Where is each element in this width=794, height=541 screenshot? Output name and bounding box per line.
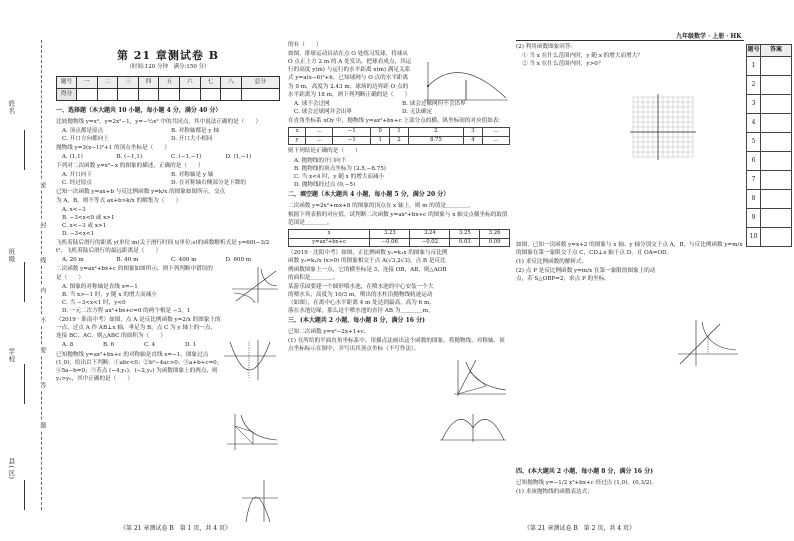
figure-q16-line-hyperbola: [676, 318, 740, 368]
option: D. 无法确定: [402, 108, 433, 115]
table-cell: 1: [390, 128, 409, 137]
seal-char: 封: [38, 222, 46, 228]
seal-char: 线: [38, 257, 46, 263]
option: C. (−1,−1): [171, 154, 202, 161]
table-cell: 0: [371, 128, 390, 137]
section-heading: 二、填空题（本大题共 4 小题，每小题 5 分，满分 20 分）: [288, 190, 450, 198]
answer-cell[interactable]: [761, 152, 792, 171]
question-3: [56, 162, 280, 170]
score-head: 题号: [57, 76, 77, 88]
score-cell[interactable]: [77, 88, 98, 100]
option: B. 对称轴都是 y 轴: [171, 127, 219, 134]
answer-cell[interactable]: [761, 57, 792, 76]
score-head: 五: [159, 76, 180, 88]
option: B. (−1,1): [116, 154, 143, 161]
question-9: [288, 50, 413, 99]
figure-q6-parabola: [222, 338, 278, 382]
score-cell[interactable]: [179, 88, 200, 100]
question-16: 如图，已知一次函数 y=x+2 的图象与 x 轴、y 轴分别交于点 A，B，与反比例函数 y=m/x 的图象在第一象限交于点 C，CD⊥x 轴于点 D，且 OA=OD。: [516, 242, 743, 257]
option: B. 6: [103, 342, 115, 349]
options: [56, 256, 280, 264]
option: D. 开口大小相同: [171, 135, 213, 142]
table-cell: 0.09: [480, 238, 510, 247]
option: D. 600 m: [225, 257, 252, 264]
answer-head: 答案: [761, 45, 792, 57]
table-cell: …: [482, 128, 509, 137]
table-cell: x: [289, 128, 306, 137]
seal-char: 不: [38, 317, 46, 323]
question-text: 比较抛物线 y=x²，y=2x²−1，y=−½x² 中的共同点，其中说法正确的是（ ）: [56, 118, 262, 125]
question-1: [56, 118, 280, 126]
question-17-block: [516, 466, 744, 497]
seal-char: 内: [38, 287, 46, 293]
question-16-part1: (1) 求反比例函数的解析式；: [516, 259, 588, 266]
table-cell: x: [289, 230, 370, 239]
question-15-part2: (2) 利用函数图象回答：: [516, 44, 577, 50]
question-6: [56, 265, 216, 281]
option: C. x<−3 或 x>1: [62, 222, 107, 229]
question-text: 已知一次函数 y=ax+b 与反比例函数 y=k/x 的图象如图所示，交点为 A，B，则不等式 ax+b>k/x 的解集为（ ）: [56, 189, 226, 204]
class-field-line: [24, 262, 25, 302]
options: [56, 153, 280, 161]
table-cell: 3: [464, 128, 483, 137]
book-header: 九年级数学 · 上册 · HK: [676, 33, 742, 40]
answer-head: 题号: [747, 45, 761, 57]
footer-page-2: 《第 21 章测试卷 B 第 2 页，共 4 页》: [524, 525, 636, 532]
score-head: 三: [118, 76, 139, 88]
answer-number: 5: [747, 133, 761, 152]
options: [56, 171, 280, 187]
question-11: 二次函数 y=2x²+mx+8 的图象的顶点在 x 轴上，则 m 的值是＿＿＿＿。: [288, 202, 474, 209]
score-cell[interactable]: [138, 88, 159, 100]
answer-number: 8: [747, 190, 761, 209]
question-10: [288, 117, 510, 125]
table-cell: −0.06: [370, 238, 410, 247]
column-1: [56, 40, 280, 384]
option: A. 20 m: [62, 257, 84, 264]
figure-q14-fountain: [438, 412, 508, 446]
question-16-block: [516, 240, 744, 285]
figure-q9-volleyball: [420, 58, 510, 108]
table-cell: 2: [390, 136, 409, 145]
score-cell[interactable]: [159, 88, 180, 100]
question-15-part2-a: ① 当 x 在什么范围内时，y 随 x 的增大而增大？: [522, 53, 643, 60]
table-cell: y=ax²+bx+c: [289, 238, 370, 247]
option: C. 当 x<4 时，y 随 x 的增大而减小: [294, 173, 385, 180]
option: A. x<−3: [62, 206, 86, 213]
score-head: 八: [221, 76, 242, 88]
seal-char: 题: [38, 422, 46, 428]
exam-title: 第 21 章测试卷 B: [116, 49, 220, 62]
answer-number: 6: [747, 152, 761, 171]
county-field-line: [24, 480, 25, 510]
option: B. 球会过球网但不会出界: [402, 100, 466, 107]
option: C. 开口方向都向上: [62, 135, 109, 142]
answer-number: 10: [747, 228, 761, 247]
table-cell: …: [306, 136, 333, 145]
cut-line: [41, 40, 42, 510]
table-cell: 1: [371, 136, 390, 145]
binding-margin: [0, 40, 48, 510]
question-text: 如图，排球运动员站在点 O 处练习发球，将球从 O 点正上方 2 m 的 A 处发出，把球看成点，其运行的高度 y(m) 与运行的水平距离 x(m) 满足关系式 y=a(x−6)²+h。已知球网与 O 点的水平距离为 9 m，高度为 2.43 m，球场的边界距 O 点的水平距离为 18 m，则下列判断正确的是（ ）: [288, 51, 412, 98]
score-head: 总分: [241, 76, 279, 88]
figure-q4-hyperbola-line: [230, 265, 280, 305]
school-field-label: 学校: [7, 348, 16, 363]
options: [56, 341, 226, 349]
answer-cell[interactable]: [761, 133, 792, 152]
question-13: （2019 · 沈阳中考）如图，正比例函数 y₁=k₁x 的图象与反比例函数 y₂=k₂/x (x>0) 的图象相交于点 A(√3,2√3)，点 B 是反比例函数图象上一点，它的横坐标是 3，连接 OB，AB，则△AOB 的面积是＿＿＿＿。: [288, 250, 448, 281]
question-text: 二次函数 y=ax²+bx+c 的图象如图所示，则下列判断中错误的是（ ）: [56, 266, 213, 281]
option: B. 对称轴是 y 轴: [171, 172, 214, 179]
figure-q8-parabola: [240, 478, 280, 524]
answer-number: 3: [747, 95, 761, 114]
option: B. 40 m: [116, 257, 139, 264]
name-field-label: 姓名: [7, 100, 16, 115]
option: B. −3<x<0 或 x>1: [62, 214, 115, 221]
option: B. 抛物线的顶点坐标为 (2.5,−8.75): [294, 165, 386, 172]
answer-number: 9: [747, 209, 761, 228]
score-head: 七: [200, 76, 221, 88]
column-3: [516, 42, 744, 68]
section-heading: 一、选择题（本大题共 10 小题，每小题 4 分，满分 40 分）: [56, 106, 222, 114]
question-15-part2-b: ② 当 x 在什么范围内时，y>0？: [522, 61, 604, 68]
answer-cell[interactable]: [761, 114, 792, 133]
score-cell[interactable]: [221, 88, 242, 100]
header-rule: [516, 40, 744, 41]
score-head: 一: [77, 76, 98, 88]
school-field-line: [24, 364, 25, 404]
answer-number: 7: [747, 171, 761, 190]
answer-number: 1: [747, 57, 761, 76]
option: D. 一元二次方程 ax²+bx+c=0 的两个根是 −3，1: [62, 308, 191, 314]
question-15: 已知二次函数 y=x²−2x+1+c。: [288, 328, 370, 335]
question-12: 根据下列表格的对应值，试判断二次函数 y=ax²+bx+c 的图象与 x 轴交点横坐标的取值范围是＿＿＿＿。: [288, 211, 508, 226]
score-head: 二: [97, 76, 118, 88]
question-text: 已知抛物线 y=ax²+bx+c 的对称轴是直线 x=−1，图象过点 (1,0)，给出以下判断：①abc<0；②b²−4ac>0；③a+b+c=0；④5a−b=0；⑤若点 (−4,y₁)，(−2,y₂) 为函数图象上的两点，则 y₁>y₂，其中正确的是（ ）: [56, 351, 223, 382]
question-17-part1: (1) 求该抛物线的函数表达式；: [516, 488, 593, 495]
table-cell: −0.02: [410, 238, 450, 247]
score-label: 得分: [57, 88, 77, 100]
footer-page-1: 《第 21 章测试卷 B 第 1 页，共 4 页》: [120, 525, 232, 532]
section-heading: 四、(本大题共 2 小题，每小题 8 分，满分 16 分): [516, 468, 653, 475]
figure-q7-hyperbola: [225, 412, 280, 452]
option: A. 顶点都是原点: [62, 127, 104, 134]
answer-cell[interactable]: [761, 171, 792, 190]
question-15-part1: (1) 在所给的平面直角坐标系中，用描点法画出这个函数的图象，将抛物线、对称轴、顶点坐标标示在图中，并写出其顶点坐标（不写作法）。: [288, 338, 505, 353]
question-text: 飞机着陆后滑行的距离 y(单位:m)关于滑行时间 t(单位:s)的函数解析式是 y=60t−3/2 t²，飞机着陆后滑行的最远距离是（ ）: [56, 240, 270, 255]
exam-subtitle: （时间:120 分钟 满分:150 分）: [126, 63, 210, 70]
table-cell: 4: [464, 136, 483, 145]
answer-cell[interactable]: [761, 228, 792, 247]
name-field-line: [24, 130, 25, 170]
score-cell[interactable]: [241, 88, 279, 100]
score-head: 六: [179, 76, 200, 88]
score-cell[interactable]: [118, 88, 139, 100]
option: D. (1,−1): [225, 154, 252, 161]
q12-value-table: [288, 229, 510, 247]
figure-q13-functions: [452, 358, 508, 398]
option: C. 球会过球网并会出界: [294, 108, 352, 115]
option: D. 在对称轴右侧部分是下降的: [171, 180, 246, 187]
question-text: 抛物线 y=3(x−1)²+1 的顶点坐标是（ ）: [56, 144, 170, 151]
options: [56, 127, 280, 143]
question-5: [56, 239, 280, 255]
option: A. 图象的对称轴是直线 x=−1: [62, 283, 138, 290]
question-8-continued: 的有（ ）: [288, 42, 322, 48]
score-cell[interactable]: [200, 88, 221, 100]
answer-cell[interactable]: [761, 76, 792, 95]
option: A. (1,1): [62, 154, 83, 161]
seal-char: 要: [38, 347, 46, 353]
table-cell: 3.26: [480, 230, 510, 239]
table-cell: …: [482, 136, 509, 145]
seal-char: 答: [38, 382, 46, 388]
score-table: [56, 76, 280, 101]
answer-cell[interactable]: [761, 209, 792, 228]
table-cell: …: [306, 128, 333, 137]
table-cell: 3.25: [450, 230, 480, 239]
table-cell: 8.75: [408, 136, 463, 145]
score-cell[interactable]: [97, 88, 118, 100]
option: C. 400 m: [171, 257, 197, 264]
county-field-label: 县(区): [7, 458, 16, 481]
question-14: 某游乐园要建一个圆形喷水池，在喷水池的中心安装一个大的喷水头，高度为 10/3 m，喷出的水柱沿抛物线轨迹运动（如图），在离中心水平距离 4 m 处达到最高，高为 6 m，落在水池边缘，那么这个喷水池的直径 AB 为＿＿＿＿m。: [288, 283, 435, 315]
question-2: [56, 144, 280, 152]
answer-table: [746, 44, 792, 247]
section-heading: 三、(本大题共 2 小题，每小题 8 分，满分 16 分): [288, 317, 425, 325]
question-text: 下列对二次函数 y=x²−x 的图象的描述，正确的是（ ）: [56, 163, 204, 170]
question-10-after: 则下列结论正确的是（ ）: [288, 148, 361, 155]
question-text: （2019 · 淮南中考）如图，点 A 是反比例函数 y=2/x 的图象上的一点，过点 A 作 AB⊥x 轴，垂足为 B，点 C 为 y 轴上的一点，连接 BC，AC，则△ABC 的面积为（ ）: [56, 317, 221, 340]
q10-value-table: [288, 127, 510, 145]
figure-q15-coordinate-grid: [628, 92, 698, 162]
class-field-label: 班级: [7, 248, 16, 263]
question-7: [56, 316, 221, 340]
option: A. 球不会过网: [294, 100, 330, 107]
answer-number: 2: [747, 76, 761, 95]
table-cell: y: [289, 136, 306, 145]
option: C. 当 −3<x<1 时，y<0: [62, 299, 126, 306]
table-cell: −1: [333, 128, 371, 137]
option: D. −3<x<1: [62, 231, 95, 238]
option: A. 开口向下: [62, 172, 92, 179]
answer-cell[interactable]: [761, 95, 792, 114]
answer-cell[interactable]: [761, 190, 792, 209]
option: C. 4: [144, 342, 156, 349]
table-cell: 0.03: [450, 238, 480, 247]
seal-char: 密: [38, 182, 46, 188]
option: A. 抛物线的开口向下: [294, 157, 347, 164]
table-cell: 3.24: [410, 230, 450, 239]
option: A. 8: [62, 342, 74, 349]
option: D. 抛物线经过点 (0,−5): [294, 181, 356, 188]
option: D. 1: [185, 342, 197, 349]
question-8: [56, 351, 226, 383]
table-cell: 2: [408, 128, 463, 137]
option: C. 经过原点: [62, 180, 93, 187]
table-cell: 3.23: [370, 230, 410, 239]
question-16-part2: (2) 点 P 是反比例函数 y=m/x 在第一象限的图象上的动点，若 S△OBP=2，求点 P 的坐标。: [516, 268, 656, 283]
table-cell: −1: [333, 136, 371, 145]
question-text: 在直角坐标系 xOy 中，抛物线 y=ax²+bx+c 上部分点的横、纵坐标间的对应值如表：: [288, 117, 505, 124]
option: B. 当 x>−1 时，y 随 x 的增大而减小: [62, 291, 157, 298]
score-head: 四: [138, 76, 159, 88]
question-17: 已知抛物线 y=−1/2 x²+bx+c 经过点 (1,0)，(0,3/2)。: [516, 479, 658, 486]
answer-number: 4: [747, 114, 761, 133]
question-4: [56, 188, 226, 204]
